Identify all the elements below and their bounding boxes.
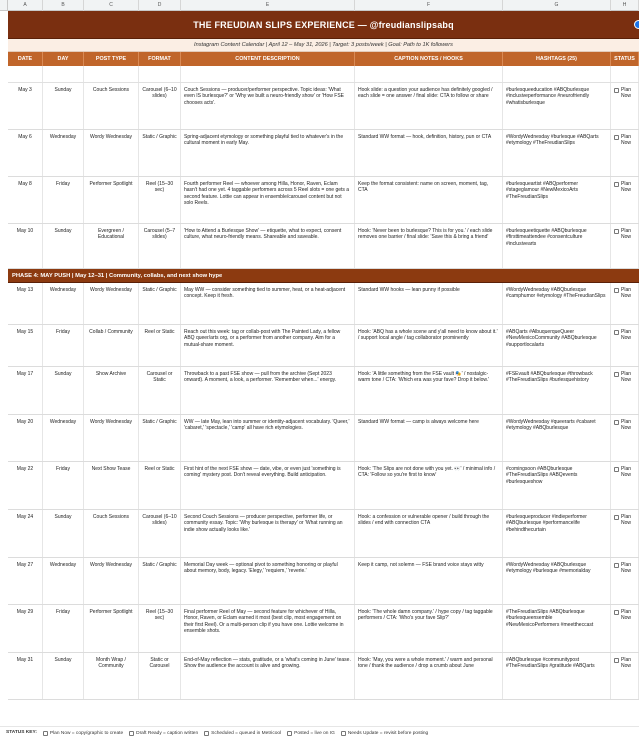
cell-date[interactable]: May 27 bbox=[8, 558, 43, 604]
status-dropdown[interactable] bbox=[614, 562, 635, 575]
status-dropdown[interactable] bbox=[614, 181, 635, 194]
cell-format[interactable]: Static or Carousel bbox=[139, 653, 181, 699]
cell-content-description[interactable]: Throwback to a past FSE show — pull from the archive (Sept 2023 onward). A moment, a look, a performer. 'Remember when...' energy. bbox=[181, 367, 355, 414]
status-checkbox-icon bbox=[614, 288, 619, 293]
status-dropdown[interactable] bbox=[614, 228, 635, 241]
status-dropdown[interactable] bbox=[614, 419, 635, 432]
status-label: Plan Now bbox=[621, 134, 632, 147]
status-label: Plan Now bbox=[621, 228, 632, 241]
status-checkbox-icon bbox=[614, 467, 619, 472]
table-row bbox=[8, 415, 639, 462]
cell-day[interactable]: Sunday bbox=[43, 653, 84, 699]
key-item bbox=[204, 727, 281, 740]
header-date[interactable]: DATE bbox=[8, 52, 43, 66]
cell-format[interactable]: Carousel or Static bbox=[139, 367, 181, 414]
cell-format[interactable]: Carousel (5–7 slides) bbox=[139, 224, 181, 268]
cell-format[interactable]: Reel (15–30 sec) bbox=[139, 605, 181, 652]
cell-hashtags[interactable]: #WordyWednesday #queerarts #cabaret #etymology #ABQburlesque bbox=[503, 415, 611, 461]
cell-status[interactable] bbox=[611, 325, 639, 366]
cell-hashtags[interactable]: #WordyWednesday #ABQburlesque #camphumor #etymology #TheFreudianSlips bbox=[503, 283, 611, 324]
header-post-type[interactable]: POST TYPE bbox=[84, 52, 139, 66]
key-item-text: Needs Update = revisit before posting bbox=[347, 730, 429, 736]
status-label: Plan Now bbox=[621, 87, 632, 100]
cell-date[interactable]: May 29 bbox=[8, 605, 43, 652]
cell-format[interactable]: Reel or Static bbox=[139, 325, 181, 366]
title-banner[interactable] bbox=[8, 11, 639, 39]
cell-status[interactable] bbox=[611, 130, 639, 176]
cell-format[interactable]: Reel or Static bbox=[139, 462, 181, 509]
cell-format[interactable]: Static / Graphic bbox=[139, 558, 181, 604]
cell-day[interactable]: Sunday bbox=[43, 367, 84, 414]
status-dropdown[interactable] bbox=[614, 514, 635, 527]
cell-post-type[interactable]: Wordy Wednesday bbox=[84, 558, 139, 604]
key-item bbox=[129, 727, 198, 740]
cell-content-description[interactable]: 'How to Attend a Burlesque Show' — etiquette, what to expect, consent culture, what neuro-friendly means. Shareable and saveable. bbox=[181, 224, 355, 268]
table-row bbox=[8, 83, 639, 130]
cell-status[interactable] bbox=[611, 462, 639, 509]
column-letter[interactable]: E bbox=[181, 0, 355, 11]
sheet-title: THE FREUDIAN SLIPS EXPERIENCE — @freudianslipsabq bbox=[193, 20, 454, 30]
status-dropdown[interactable] bbox=[614, 371, 635, 384]
cell-post-type[interactable]: Couch Sessions bbox=[84, 510, 139, 557]
status-dropdown[interactable] bbox=[614, 134, 635, 147]
status-checkbox-icon bbox=[614, 135, 619, 140]
cell-post-type[interactable]: Month Wrap / Community bbox=[84, 653, 139, 699]
status-label: Plan Now bbox=[621, 466, 632, 479]
cell-hashtags[interactable]: #TheFreudianSlips #ABQburlesque #burlesqueensemble #NewMexicoPerformers #meettheccast bbox=[503, 605, 611, 652]
cell-day[interactable]: Friday bbox=[43, 325, 84, 366]
cell-caption-notes[interactable]: Standard WW format — camp is always welcome here bbox=[355, 415, 503, 461]
status-checkbox-icon bbox=[614, 182, 619, 187]
column-header-bar bbox=[0, 0, 639, 11]
status-dropdown[interactable] bbox=[614, 287, 635, 300]
table-row bbox=[8, 130, 639, 177]
sheet-subtitle[interactable]: Instagram Content Calendar | April 12 – May 31, 2026 | Target: 3 posts/week | Goal: Path to 1K followers bbox=[8, 39, 639, 52]
cell-date[interactable]: May 15 bbox=[8, 325, 43, 366]
cell-status[interactable] bbox=[611, 558, 639, 604]
cell-day[interactable]: Friday bbox=[43, 605, 84, 652]
cell-status[interactable] bbox=[611, 415, 639, 461]
status-swatch-icon bbox=[204, 731, 209, 736]
table-row bbox=[8, 283, 639, 325]
cell-post-type[interactable]: Wordy Wednesday bbox=[84, 415, 139, 461]
table-row bbox=[8, 224, 639, 269]
cell-post-type[interactable]: Evergreen / Educational bbox=[84, 224, 139, 268]
cell-date[interactable]: May 31 bbox=[8, 653, 43, 699]
cell-status[interactable] bbox=[611, 510, 639, 557]
table-row bbox=[8, 462, 639, 510]
cell-caption-notes[interactable]: Standard WW hooks — lean punny if possible bbox=[355, 283, 503, 324]
cell-day[interactable]: Wednesday bbox=[43, 283, 84, 324]
cell-status[interactable] bbox=[611, 224, 639, 268]
cell-content-description[interactable]: End-of-May reflection — stats, gratitude, or a 'what's coming in June' tease. Show the audience the account is alive and growing. bbox=[181, 653, 355, 699]
status-label: Plan Now bbox=[621, 287, 632, 300]
status-swatch-icon bbox=[129, 731, 134, 736]
cell-day[interactable]: Friday bbox=[43, 462, 84, 509]
status-label: Plan Now bbox=[621, 419, 632, 432]
cell-post-type[interactable]: Next Show Tease bbox=[84, 462, 139, 509]
cell-caption-notes[interactable]: Standard WW format — hook, definition, history, pun or CTA bbox=[355, 130, 503, 176]
cell-content-description[interactable]: Spring-adjacent etymology or something playful tied to whatever's in the cultural moment in early May. bbox=[181, 130, 355, 176]
cell-hashtags[interactable]: #burlesqueartist #ABQperformer #stageglamour #NewMexicoArts #TheFreudianSlips bbox=[503, 177, 611, 223]
cell-format[interactable]: Static / Graphic bbox=[139, 415, 181, 461]
header-content-description[interactable]: CONTENT DESCRIPTION bbox=[181, 52, 355, 66]
cell-post-type[interactable]: Collab / Community bbox=[84, 325, 139, 366]
status-checkbox-icon bbox=[614, 88, 619, 93]
table-row bbox=[8, 605, 639, 653]
cell-hashtags[interactable]: #burlesqueetiquette #ABQburlesque #firsttimeattendee #consentculture #inclusivearts bbox=[503, 224, 611, 268]
cell-content-description[interactable]: WW — late May, lean into summer or identity-adjacent vocabulary. 'Queer,' 'cabaret,' 'spectacle,' 'camp' all have rich etymologies. bbox=[181, 415, 355, 461]
status-checkbox-icon bbox=[614, 420, 619, 425]
column-letter[interactable]: B bbox=[43, 0, 84, 11]
cell-date[interactable]: May 22 bbox=[8, 462, 43, 509]
cell-status[interactable] bbox=[611, 653, 639, 699]
table-row bbox=[8, 177, 639, 224]
key-item bbox=[287, 727, 335, 740]
column-letter[interactable]: G bbox=[503, 0, 611, 11]
cell-content-description[interactable]: May WW — consider something tied to summer, heat, or a heat-adjacent concept. Keep it fresh. bbox=[181, 283, 355, 324]
status-checkbox-icon bbox=[614, 563, 619, 568]
cell-day[interactable]: Sunday bbox=[43, 83, 84, 129]
cell-day[interactable]: Wednesday bbox=[43, 415, 84, 461]
status-dropdown[interactable] bbox=[614, 87, 635, 100]
key-item-text: Scheduled = queued in Metricool bbox=[211, 730, 282, 736]
status-dropdown[interactable] bbox=[614, 609, 635, 622]
cell-post-type[interactable]: Couch Sessions bbox=[84, 83, 139, 129]
user-cursor-indicator bbox=[634, 20, 639, 29]
column-letter[interactable]: D bbox=[139, 0, 181, 11]
cell-status[interactable] bbox=[611, 605, 639, 652]
cell-date[interactable]: May 17 bbox=[8, 367, 43, 414]
cell-caption-notes[interactable]: Hook: 'The whole damn company.' / hype copy / tag taggable performers / CTA: 'Who's your fave Slip?' bbox=[355, 605, 503, 652]
cell-caption-notes[interactable]: Hook slide: a question your audience has definitely googled / each slide = one answer / final slide: CTA to follow or share bbox=[355, 83, 503, 129]
cell-content-description[interactable]: Second Couch Sessions — producer perspective, performer life, or community essay. Topic: 'Why burlesque is therapy' or 'What running an indie show actually looks like.' bbox=[181, 510, 355, 557]
column-letter[interactable]: A bbox=[8, 0, 43, 11]
cell-hashtags[interactable]: #burlesqueeducation #ABQburlesque #inclusiveperformance #neurofriendly #whatisburlesque bbox=[503, 83, 611, 129]
cell-day[interactable]: Sunday bbox=[43, 510, 84, 557]
cell-status[interactable] bbox=[611, 177, 639, 223]
table-row bbox=[8, 653, 639, 700]
cell-status[interactable] bbox=[611, 367, 639, 414]
table-row bbox=[8, 510, 639, 558]
table-row bbox=[8, 558, 639, 605]
phase-banner[interactable]: PHASE 4: MAY PUSH | May 12–31 | Community, collabs, and next show hype bbox=[8, 269, 639, 283]
table-row bbox=[8, 325, 639, 367]
cell-caption-notes[interactable]: Keep the format consistent: name on screen, moment, tag, CTA bbox=[355, 177, 503, 223]
cell-format[interactable]: Carousel (6–10 slides) bbox=[139, 510, 181, 557]
cell-caption-notes[interactable]: Hook: 'May, you were a whole moment.' / warm and personal tone / thank the audience / drop a crumb about June bbox=[355, 653, 503, 699]
status-label: Plan Now bbox=[621, 562, 632, 575]
cell-hashtags[interactable]: #ABQarts #AlbuquerqueQueer #NewMexicoCommunity #ABQburlesque #supportlocalarts bbox=[503, 325, 611, 366]
cell-post-type[interactable]: Wordy Wednesday bbox=[84, 283, 139, 324]
status-dropdown[interactable] bbox=[614, 657, 635, 670]
cell-date[interactable]: May 8 bbox=[8, 177, 43, 223]
cell-post-type[interactable]: Performer Spotlight bbox=[84, 177, 139, 223]
status-dropdown[interactable] bbox=[614, 466, 635, 479]
header-format[interactable]: FORMAT bbox=[139, 52, 181, 66]
cell-date[interactable]: May 6 bbox=[8, 130, 43, 176]
key-item-text: Draft Ready = caption written bbox=[136, 730, 199, 736]
table-row bbox=[8, 367, 639, 415]
table-header-row bbox=[8, 52, 639, 66]
status-label: Plan Now bbox=[621, 371, 632, 384]
cell-post-type[interactable]: Wordy Wednesday bbox=[84, 130, 139, 176]
status-key bbox=[0, 726, 639, 740]
cell-format[interactable]: Static / Graphic bbox=[139, 283, 181, 324]
status-checkbox-icon bbox=[614, 372, 619, 377]
status-checkbox-icon bbox=[614, 229, 619, 234]
status-swatch-icon bbox=[43, 731, 48, 736]
cell-day[interactable]: Friday bbox=[43, 177, 84, 223]
blank-row[interactable] bbox=[8, 66, 639, 83]
key-item bbox=[341, 727, 428, 740]
cell-status[interactable] bbox=[611, 283, 639, 324]
column-letter[interactable]: C bbox=[84, 0, 139, 11]
column-letter[interactable]: F bbox=[355, 0, 503, 11]
cell-caption-notes[interactable]: Hook: 'The Slips are not done with you yet. 👀' / minimal info / CTA: 'Follow so you're first to know' bbox=[355, 462, 503, 509]
cell-hashtags[interactable]: #ABQburlesque #communitypost #TheFreudianSlips #gratitude #ABQarts bbox=[503, 653, 611, 699]
key-item-text: Plan Now = copy/graphic to create bbox=[49, 730, 124, 736]
cell-day[interactable]: Sunday bbox=[43, 224, 84, 268]
status-checkbox-icon bbox=[614, 610, 619, 615]
cell-post-type[interactable]: Show Archive bbox=[84, 367, 139, 414]
status-swatch-icon bbox=[341, 731, 346, 736]
cell-caption-notes[interactable]: Hook: 'ABQ has a whole scene and y'all need to know about it.' / support local angle / tag collaborator prominently bbox=[355, 325, 503, 366]
cell-content-description[interactable]: Final performer Reel of May — second feature for whichever of Hilla, Honor, Raven, or Eclam earned it most (best clip, most engagement on their first Reel). Or a multi-person clip if you have one. Lottie welcome in ensemble shots. bbox=[181, 605, 355, 652]
status-label: Plan Now bbox=[621, 609, 632, 622]
status-checkbox-icon bbox=[614, 658, 619, 663]
cell-content-description[interactable]: Reach out this week: tag or collab-post with The Painted Lady, a fellow ABQ queer/arts org, or a performer from another company. Aim for a mutual-share moment. bbox=[181, 325, 355, 366]
cell-format[interactable]: Reel (15–30 sec) bbox=[139, 177, 181, 223]
header-hashtags[interactable]: HASHTAGS (25) bbox=[503, 52, 611, 66]
cell-content-description[interactable]: Memorial Day week — optional pivot to something honoring or playful about memory, body, legacy. 'Elegy,' 'requiem,' 'reverie.' bbox=[181, 558, 355, 604]
cell-date[interactable]: May 24 bbox=[8, 510, 43, 557]
cell-date[interactable]: May 13 bbox=[8, 283, 43, 324]
cell-content-description[interactable]: Couch Sessions — producer/performer perspective. Topic ideas: 'What even IS burlesque?' or 'Why we built a neuro-friendly show' or 'How FSE chooses acts'. bbox=[181, 83, 355, 129]
status-label: Plan Now bbox=[621, 514, 632, 527]
cell-status[interactable] bbox=[611, 83, 639, 129]
cell-caption-notes[interactable]: Hook: 'A little something from the FSE vault 🎭' / nostalgic-warm tone / CTA: 'Which era was your fave? Drop it below.' bbox=[355, 367, 503, 414]
cell-date[interactable]: May 20 bbox=[8, 415, 43, 461]
header-caption-notes[interactable]: CAPTION NOTES / HOOKS bbox=[355, 52, 503, 66]
cell-day[interactable]: Wednesday bbox=[43, 558, 84, 604]
status-checkbox-icon bbox=[614, 330, 619, 335]
header-day[interactable]: DAY bbox=[43, 52, 84, 66]
cell-format[interactable]: Static / Graphic bbox=[139, 130, 181, 176]
spreadsheet-grid bbox=[8, 11, 639, 700]
cell-hashtags[interactable]: #FSEvault #ABQburlesque #throwback #TheFreudianSlips #burlesquehistory bbox=[503, 367, 611, 414]
key-item-text: Posted = live on IG bbox=[294, 730, 335, 736]
cell-date[interactable]: May 10 bbox=[8, 224, 43, 268]
cell-content-description[interactable]: First hint of the next FSE show — date, vibe, or even just 'something is coming' mystery post. Don't reveal everything. Build anticipation. bbox=[181, 462, 355, 509]
status-swatch-icon bbox=[287, 731, 292, 736]
header-status[interactable]: STATUS bbox=[611, 52, 639, 66]
key-item bbox=[43, 727, 123, 740]
cell-hashtags[interactable]: #WordyWednesday #ABQburlesque #etymology #burlesque #memorialday bbox=[503, 558, 611, 604]
cell-hashtags[interactable]: #burlesqueproducer #indieperformer #ABQburlesque #performancelife #behindthecurtain bbox=[503, 510, 611, 557]
status-label: Plan Now bbox=[621, 329, 632, 342]
status-label: Plan Now bbox=[621, 657, 632, 670]
cell-caption-notes[interactable]: Hook: a confession or vulnerable opener / build through the slides / end with connection CTA bbox=[355, 510, 503, 557]
cell-format[interactable]: Carousel (6–10 slides) bbox=[139, 83, 181, 129]
status-label: Plan Now bbox=[621, 181, 632, 194]
cell-date[interactable]: May 3 bbox=[8, 83, 43, 129]
cell-caption-notes[interactable]: Keep it camp, not solemn — FSE brand voice stays witty bbox=[355, 558, 503, 604]
cell-content-description[interactable]: Fourth performer Reel — whoever among Hilla, Honor, Raven, Eclam hasn't had one yet. 4 taggable performers across 5 Reel slots = one gets a second feature. Lottie can appear in ensemble/carousel content but not solo Reels. bbox=[181, 177, 355, 223]
status-checkbox-icon bbox=[614, 515, 619, 520]
select-all-corner[interactable] bbox=[0, 0, 8, 11]
status-key-label: STATUS KEY: bbox=[6, 730, 37, 735]
cell-hashtags[interactable]: #WordyWednesday #burlesque #ABQarts #etymology #TheFreudianSlips bbox=[503, 130, 611, 176]
cell-day[interactable]: Wednesday bbox=[43, 130, 84, 176]
cell-hashtags[interactable]: #comingsoon #ABQburlesque #TheFreudianSlips #ABQevents #burlesqueshow bbox=[503, 462, 611, 509]
status-dropdown[interactable] bbox=[614, 329, 635, 342]
cell-caption-notes[interactable]: Hook: 'Never been to burlesque? This is for you.' / each slide removes one barrier / final slide: 'Save this & bring a friend' bbox=[355, 224, 503, 268]
column-letter[interactable]: H bbox=[611, 0, 639, 11]
cell-post-type[interactable]: Performer Spotlight bbox=[84, 605, 139, 652]
